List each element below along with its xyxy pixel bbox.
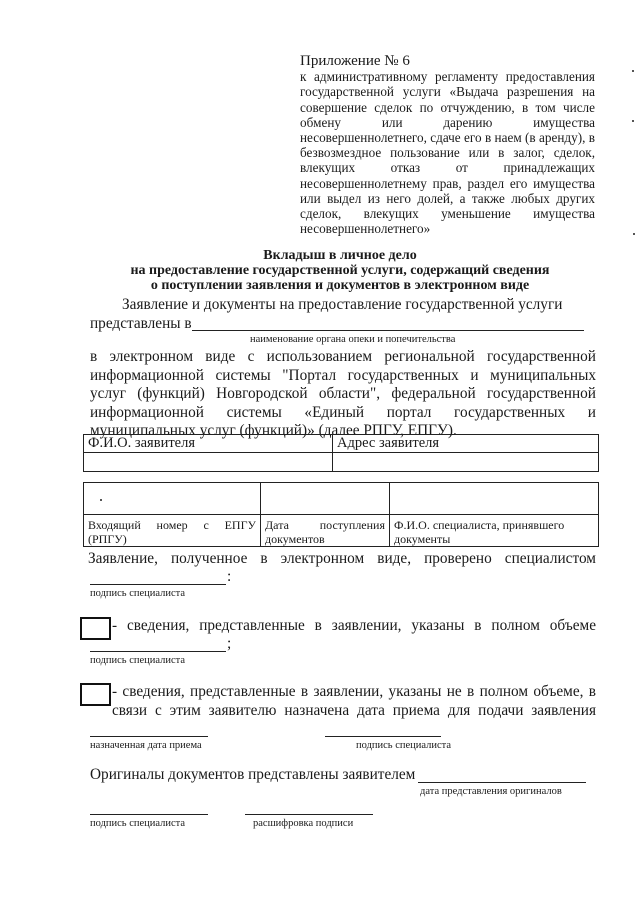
originals-text: Оригиналы документов представлены заявителем — [90, 766, 416, 783]
scan-mark — [633, 233, 635, 235]
originals-date-caption: дата представления оригиналов — [420, 786, 562, 797]
applicant-name-header: Ф.И.О. заявителя — [84, 435, 333, 453]
option1-signature-field[interactable] — [90, 651, 226, 652]
option1-text: - сведения, представленные в заявлении, указаны в полном объеме — [112, 617, 596, 634]
originals-signature-field[interactable] — [90, 814, 208, 815]
check-signature-caption: подпись специалиста — [90, 588, 186, 599]
option2-signature-field[interactable] — [325, 736, 441, 737]
intro-paragraph: в электронном виде с использованием региональной государственной информационной системы "Портал государственных и муниципальных услуг (функций) Новгородской области", федеральной государственной информационной системы «Единый портал государственных и муниципальных услуг (функций)» (далее РПГУ, ЕПГУ). — [90, 348, 596, 440]
check-text: Заявление, полученное в электронном виде, проверено специалистом — [88, 550, 596, 567]
receipt-date-header: Дата поступления документов — [261, 515, 390, 547]
specialist-header: Ф.И.О. специалиста, принявшего документы — [390, 515, 599, 547]
applicant-table — [83, 434, 599, 472]
incoming-number-header: Входящий номер с ЕПГУ (РПГУ) — [84, 515, 261, 547]
title-line-1: Вкладыш в личное дело — [263, 248, 417, 263]
receipt-date-cell[interactable] — [261, 483, 390, 515]
receipt-table — [83, 482, 599, 547]
incoming-number-cell[interactable] — [84, 483, 261, 515]
appointment-date-caption: назначенная дата приема — [90, 740, 202, 751]
originals-signature-caption: подпись специалиста — [90, 818, 186, 829]
intro-line-1: Заявление и документы на предоставление государственной услуги — [122, 296, 563, 313]
table-mark — [100, 499, 102, 501]
check-colon: : — [227, 568, 232, 585]
scan-mark — [632, 70, 634, 72]
partial-info-checkbox[interactable] — [80, 683, 111, 706]
option2-signature-caption: подпись специалиста — [356, 740, 452, 751]
check-signature-field[interactable] — [90, 584, 226, 585]
full-info-checkbox[interactable] — [80, 617, 111, 640]
title-line-2: на предоставление государственной услуги, содержащий сведения — [130, 263, 550, 278]
appointment-date-field[interactable] — [90, 736, 208, 737]
option1-semicolon: ; — [227, 635, 232, 652]
signature-decode-caption: расшифровка подписи — [253, 818, 354, 829]
specialist-cell[interactable] — [390, 483, 599, 515]
signature-decode-field[interactable] — [245, 814, 373, 815]
appendix-block — [300, 54, 595, 236]
organ-name-field[interactable] — [192, 330, 584, 331]
appendix-text: к административному регламенту предоставления государственной услуги «Выдача разрешения на совершение сделок по отчуждению, в том числе обмену или дарению имущества несовершеннолетнего, сдаче его в наем (в аренду), в безвозмездное пользование или в залог, сделок, влекущих отказ от принадлежащих несовершеннолетнему прав, раздел его имущества или выдел из него долей, а также любых других сделок, влекущих уменьшение имущества несовершеннолетнего» — [300, 69, 595, 237]
appendix-number: Приложение № 6 — [300, 53, 410, 69]
organ-name-caption: наименование органа опеки и попечительства — [250, 334, 456, 345]
applicant-name-cell[interactable] — [84, 453, 333, 472]
title-line-3: о поступлении заявления и документов в электронном виде — [150, 278, 530, 293]
applicant-address-header: Адрес заявителя — [333, 435, 599, 453]
scan-mark — [632, 120, 634, 122]
intro-line-2-prefix: представлены в — [90, 315, 192, 332]
document-title — [60, 248, 620, 293]
option2-text: - сведения, представленные в заявлении, указаны не в полном объеме, в связи с этим заявителю назначена дата приема для подачи заявления — [112, 683, 596, 719]
applicant-address-cell[interactable] — [333, 453, 599, 472]
option1-signature-caption: подпись специалиста — [90, 655, 186, 666]
originals-date-field[interactable] — [418, 782, 586, 783]
